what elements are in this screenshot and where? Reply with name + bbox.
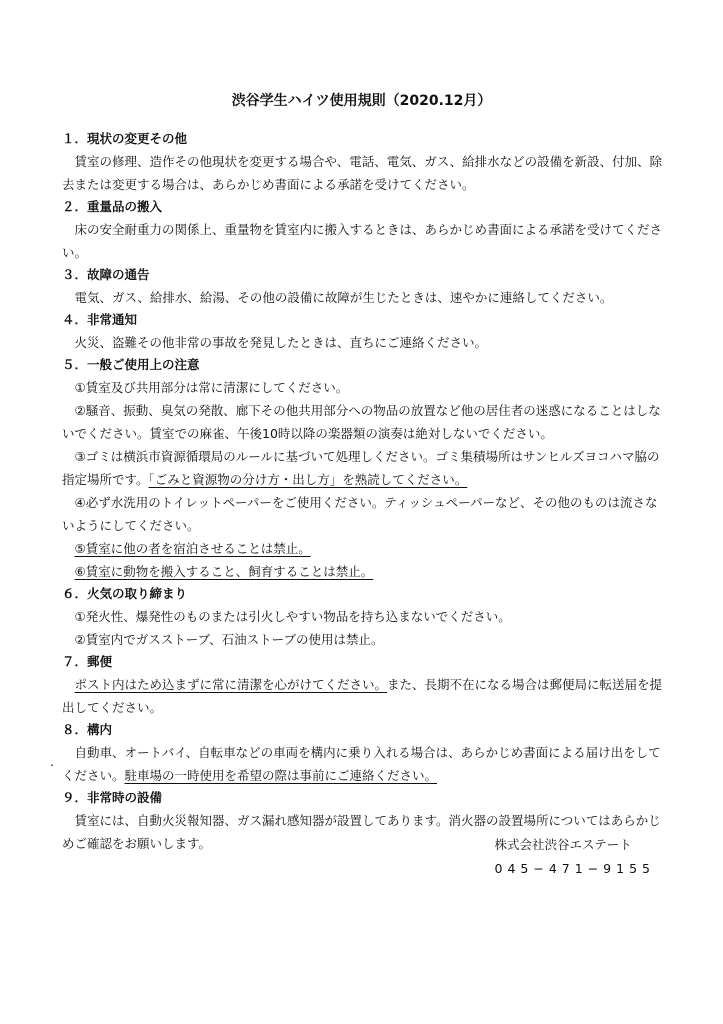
text-line: ださい。	[62, 222, 663, 260]
section-text	[62, 150, 667, 196]
parking-contact-note: 駐車場の一時使用を希望の際は事前にご連絡ください。	[124, 768, 438, 783]
company-name: 株式会社渋谷エステート	[494, 837, 632, 852]
text-line: しないでください。賃室での麻雀、午後10時以降の楽器類の演奏は絶対しないでください。	[62, 403, 661, 441]
rule-item-6	[62, 560, 667, 583]
text-line: 脇の指定場所です。	[62, 449, 660, 487]
text-line: してください。	[62, 745, 661, 783]
section-heading: ８．構内	[62, 722, 113, 737]
rule-item-4	[62, 491, 667, 537]
section-3	[62, 264, 667, 309]
section-4	[62, 309, 667, 354]
rule-item-1: ①発火性、爆発性のものまたは引火しやすい物品を持ち込まないでください。	[74, 609, 511, 624]
document-title: 渋谷学生ハイツ使用規則（2020.12月）	[231, 93, 492, 109]
no-overnight-guests-note: ⑤賃室に他の者を宿泊させることは禁止。	[74, 541, 311, 556]
text-line: 賃室には、自動火災報知器、ガス漏れ感知器が設置してあります。消火器の設置場所についてはあら	[74, 813, 636, 828]
section-heading: ２．重量品の搬入	[62, 199, 163, 214]
section-5	[62, 354, 667, 583]
section-6	[62, 583, 667, 651]
section-heading: １．現状の変更その他	[62, 131, 188, 146]
rule-item-2: ②賃室内でガスストーブ、石油ストーブの使用は禁止。	[74, 632, 384, 647]
text-line: ③ゴミは横浜市資源循環局のルールに基づいて処理しください。ゴミ集積場所はサンヒルズヨコハマ	[74, 449, 635, 464]
section-heading: ５．一般ご使用上の注意	[62, 357, 200, 372]
scan-mark: .	[50, 755, 54, 769]
rule-item-2	[62, 399, 667, 445]
garbage-guide-note: 「ごみと資源物の分け方・出し方」を熟読してください。	[148, 472, 468, 487]
section-heading: ９．非常時の設備	[62, 790, 163, 805]
rule-item-1: ①賃室及び共用部分は常に清潔にしてください。	[74, 380, 349, 395]
footer	[495, 833, 655, 881]
text-line: ②騒音、振動、臭気の発散、廊下その他共用部分への物品の放置など他の居住者の迷惑になることは	[74, 403, 636, 418]
section-7	[62, 651, 667, 719]
section-heading: ３．故障の通告	[62, 267, 150, 282]
mailbox-clean-note: ポスト内はため込まずに常に清潔を心がけてください。	[74, 677, 388, 692]
rule-item-5	[62, 537, 667, 560]
section-text	[62, 218, 667, 264]
text-line: 床の安全耐重力の関係上、重量物を賃室内に搬入するときは、あらかじめ書面による承諾を受けてく	[74, 222, 638, 237]
section-heading: ６．火気の取り締まり	[62, 586, 188, 601]
no-pets-note: ⑥賃室に動物を搬入すること、飼育することは禁止。	[74, 564, 374, 579]
text-line: かじめご確認をお願いします。	[62, 813, 661, 851]
text-line: ④必ず水洗用のトイレットペーパーをご使用ください。ティッシュペーパーなど、その他のものは流	[74, 495, 633, 510]
section-text	[62, 741, 667, 787]
text-line: 自動車、オートバイ、自転車などの車両を構内に乗り入れる場合は、あらかじめ書面による届け出を	[74, 745, 636, 760]
text-line: 賃室の修理、造作その他現状を変更する場合や、電話、電気、ガス、給排水などの設備を新設、付加、	[74, 154, 650, 169]
section-8	[62, 719, 667, 787]
section-heading: ４．非常通知	[62, 312, 138, 327]
section-text	[62, 286, 667, 309]
section-text	[62, 331, 667, 354]
section-1	[62, 128, 667, 196]
rules-body	[62, 128, 667, 855]
text-line: 火災、盗難その他非常の事故を発見したときは、直ちにご連絡ください。	[74, 335, 488, 350]
phone-number: 045−471−9155	[494, 861, 655, 876]
text-line: また、長期不在になる場合は郵便局に転送届	[387, 677, 638, 692]
text-line: さないようにしてください。	[62, 495, 658, 533]
rule-item-3	[62, 445, 667, 491]
text-line: 電気、ガス、給排水、給湯、その他の設備に故障が生じたときは、速やかに連絡してください。	[74, 290, 613, 305]
section-2	[62, 196, 667, 264]
text-line: 除去または変更する場合は、あらかじめ書面による承諾を受けてください。	[62, 154, 663, 192]
section-text	[62, 673, 667, 719]
text-line: を提出してください。	[62, 677, 663, 715]
section-heading: ７．郵便	[62, 654, 113, 669]
